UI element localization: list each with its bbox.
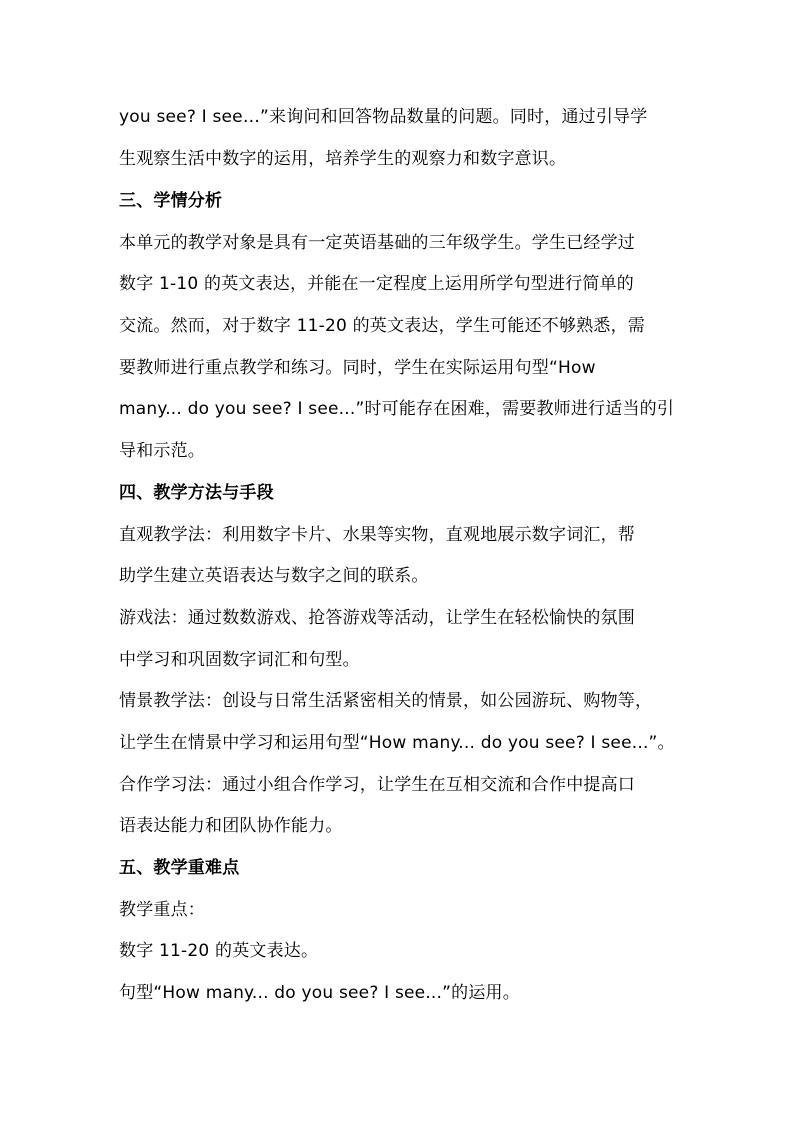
paragraph-line: 要教师进行重点教学和练习。同时，学生在实际运用句型“How — [119, 358, 596, 378]
paragraph-line: 教学重点： — [119, 900, 205, 920]
paragraph-line: 情景教学法：创设与日常生活紧密相关的情景，如公园游玩、购物等， — [119, 691, 653, 711]
paragraph-line: 中学习和巩固数字词汇和句型。 — [119, 650, 360, 670]
section-heading: 四、教学方法与手段 — [119, 483, 274, 503]
paragraph-line: 交流。然而，对于数字 11-20 的英文表达，学生可能还不够熟悉，需 — [119, 316, 646, 336]
paragraph-line: 生观察生活中数字的运用，培养学生的观察力和数字意识。 — [119, 149, 567, 169]
section-heading: 五、教学重难点 — [119, 858, 240, 878]
paragraph-line: 直观教学法：利用数字卡片、水果等实物，直观地展示数字词汇，帮 — [119, 525, 635, 545]
paragraph-line: you see? I see…”来询问和回答物品数量的问题。同时，通过引导学 — [119, 107, 648, 127]
paragraph-line: 游戏法：通过数数游戏、抢答游戏等活动，让学生在轻松愉快的氛围 — [119, 608, 635, 628]
paragraph-line: 句型“How many... do you see? I see...”的运用。 — [119, 983, 520, 1003]
paragraph-line: 本单元的教学对象是具有一定英语基础的三年级学生。学生已经学过 — [119, 233, 635, 253]
paragraph-line: 合作学习法：通过小组合作学习，让学生在互相交流和合作中提高口 — [119, 775, 635, 795]
paragraph-line: 助学生建立英语表达与数字之间的联系。 — [119, 566, 429, 586]
section-heading: 三、学情分析 — [119, 191, 223, 211]
paragraph-line: many... do you see? I see...”时可能存在困难，需要教师进行适当的引 — [119, 399, 675, 419]
paragraph-line: 语表达能力和团队协作能力。 — [119, 816, 343, 836]
paragraph-line: 导和示范。 — [119, 441, 205, 461]
paragraph-line: 让学生在情景中学习和运用句型“How many... do you see? I see...”。 — [119, 733, 675, 753]
paragraph-line: 数字 1-10 的英文表达，并能在一定程度上运用所学句型进行简单的 — [119, 274, 634, 294]
paragraph-line: 数字 11-20 的英文表达。 — [119, 941, 319, 961]
